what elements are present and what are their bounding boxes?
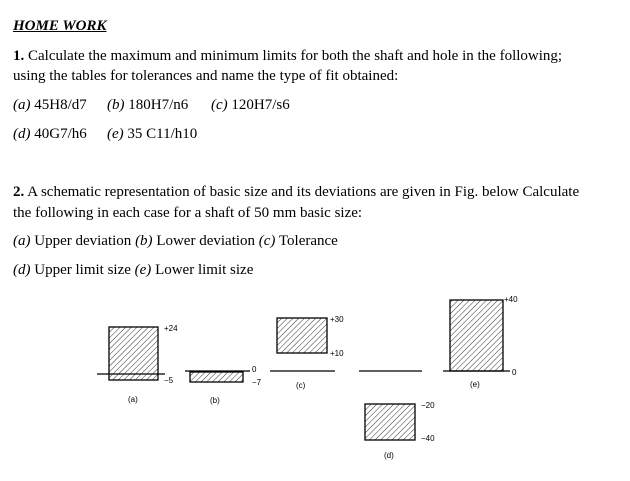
- case-d-upper: −20: [421, 401, 435, 410]
- q2-text-line2: the following in each case for a shaft of 50 mm basic size:: [13, 205, 363, 221]
- q1-item-b: (b) 180H7/n6: [107, 97, 189, 113]
- case-d-lower: −40: [421, 434, 435, 443]
- case-a-upper: +24: [164, 324, 178, 333]
- q1-item-e: (e) 35 C11/h10: [107, 126, 198, 142]
- q1-text-line1: Calculate the maximum and minimum limits for both the shaft and hole in the following;: [28, 48, 563, 64]
- tolerance-zone-e: [450, 300, 503, 371]
- q1-number: 1.: [13, 48, 25, 64]
- q2-number: 2.: [13, 184, 25, 200]
- q1-item-d: (d) 40G7/h6: [13, 126, 87, 142]
- tolerance-zone-c: [277, 318, 327, 353]
- q1-item-a: (a) 45H8/d7: [13, 97, 87, 113]
- page-title: HOME WORK: [13, 18, 107, 34]
- case-b-upper: 0: [252, 365, 257, 374]
- case-b-label: (b): [210, 396, 220, 405]
- q1-text-line2: using the tables for tolerances and name the type of fit obtained:: [13, 68, 399, 84]
- case-a-label: (a): [128, 395, 138, 404]
- case-e-upper: +40: [504, 295, 518, 304]
- tolerance-zone-a: [109, 327, 158, 380]
- q2-items-row2: (d) Upper limit size (e) Lower limit size: [13, 262, 254, 278]
- case-c-upper: +30: [330, 315, 344, 324]
- case-c-lower: +10: [330, 349, 344, 358]
- q2-items-row1: (a) Upper deviation (b) Lower deviation (c) Tolerance: [13, 233, 338, 249]
- case-c-label: (c): [296, 381, 306, 390]
- q1-item-c: (c) 120H7/s6: [211, 97, 290, 113]
- q2-text-line1: A schematic representation of basic size and its deviations are given in Fig. below Calculate: [27, 184, 580, 200]
- tolerance-zone-d: [365, 404, 415, 440]
- tolerance-zone-b: [190, 372, 243, 382]
- case-a-lower: −5: [164, 376, 174, 385]
- case-b-lower: −7: [252, 378, 262, 387]
- case-e-lower: 0: [512, 368, 517, 377]
- case-d-label: (d): [384, 451, 394, 460]
- case-e-label: (e): [470, 380, 480, 389]
